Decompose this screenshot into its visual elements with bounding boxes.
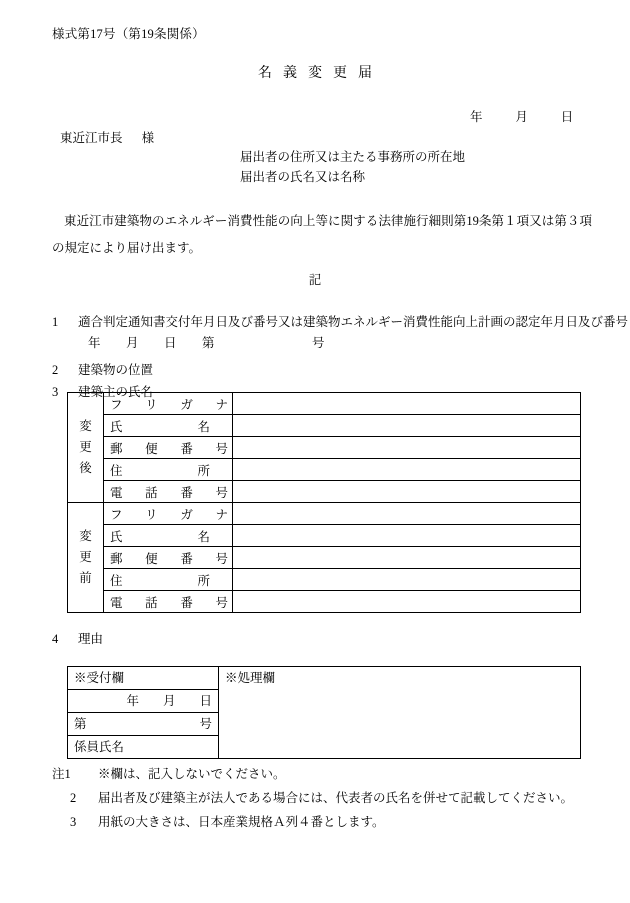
item-1-month-label: 月: [126, 336, 139, 350]
label-char: 話: [145, 485, 158, 500]
row-label-furigana-before: [104, 503, 233, 525]
input-postal-after[interactable]: [233, 437, 581, 459]
row-label-postal-before: [104, 547, 233, 569]
input-name-before[interactable]: [233, 525, 581, 547]
date-day-label: 日: [560, 110, 574, 124]
label-char: フ: [110, 397, 123, 412]
row-label-name-after: [104, 415, 233, 437]
processing-field[interactable]: [219, 667, 581, 759]
receipt-day-label: 日: [199, 694, 212, 708]
date-year-label: 年: [470, 110, 483, 124]
table-row: [68, 547, 581, 569]
label-char: 号: [215, 551, 228, 566]
label-char: リ: [145, 507, 158, 522]
label-char: 電: [110, 485, 123, 500]
section-label-after-char-2: 後: [79, 461, 92, 475]
label-char: 番: [180, 441, 193, 456]
row-label-name-before: [104, 525, 233, 547]
receipt-month-label: 月: [162, 694, 176, 708]
receipt-number-field[interactable]: [68, 713, 219, 736]
addressee-office: 東近江市長: [60, 131, 123, 145]
receipt-header: ※受付欄: [68, 667, 219, 690]
input-furigana-after[interactable]: [233, 393, 581, 415]
label-char: 所: [197, 463, 210, 478]
label-char: 氏: [110, 419, 123, 434]
label-char: ガ: [180, 397, 193, 412]
label-char: 号: [215, 485, 228, 500]
date-month-label: 月: [515, 110, 529, 124]
label-char: 便: [145, 551, 158, 566]
note-text: 用紙の大きさは、日本産業規格Ａ列４番とします。: [98, 815, 385, 829]
note-marker: 3: [70, 815, 77, 829]
row-label-phone-after: [104, 481, 233, 503]
item-2-number: 2: [52, 363, 59, 377]
item-1-label: 適合判定通知書交付年月日及び番号又は建築物エネルギー消費性能向上計画の認定年月日及び番号: [78, 315, 629, 329]
label-char: 名: [197, 529, 210, 544]
item-2-label: 建築物の位置: [78, 363, 154, 377]
item-1-year-label: 年: [88, 336, 101, 350]
item-1-gou-label: 号: [312, 336, 325, 350]
label-char: ナ: [215, 397, 228, 412]
label-char: 電: [110, 595, 123, 610]
item-4-number: 4: [52, 632, 59, 646]
table-row: [68, 569, 581, 591]
row-label-address-before: [104, 569, 233, 591]
label-char: 便: [145, 441, 158, 456]
row-label-address-after: [104, 459, 233, 481]
item-3-number: 3: [52, 385, 59, 399]
list-item: [52, 810, 597, 834]
footnotes: [52, 762, 597, 834]
list-item: [52, 786, 597, 810]
reception-processing-table: [67, 666, 581, 759]
table-row: [68, 591, 581, 613]
table-row: [68, 437, 581, 459]
owner-change-table: [67, 392, 581, 613]
label-char: 番: [180, 595, 193, 610]
note-marker: 注1: [52, 767, 71, 781]
item-1-subline: [52, 333, 325, 351]
receipt-date-field[interactable]: [68, 690, 219, 713]
section-label-before-char-1: 更: [79, 550, 92, 564]
label-char: 氏: [110, 529, 123, 544]
section-label-after-char-0: 変: [79, 419, 92, 433]
item-3-label: 建築主の氏名: [78, 385, 154, 399]
item-1-day-label: 日: [164, 336, 177, 350]
section-label-before: [68, 503, 104, 613]
table-row: [68, 415, 581, 437]
page-title: 名義変更届: [258, 66, 383, 81]
label-char: ガ: [180, 507, 193, 522]
note-text: 届出者及び建築主が法人である場合には、代表者の氏名を併せて記載してください。: [98, 791, 574, 805]
addressee-honorific: 様: [141, 131, 155, 145]
list-item: [52, 762, 597, 786]
item-4-label: 理由: [78, 632, 104, 646]
label-char: フ: [110, 507, 123, 522]
section-label-before-char-0: 変: [79, 529, 92, 543]
addressee: [60, 128, 154, 146]
submitter-name-label: 届出者の氏名又は名称: [240, 170, 366, 184]
table-row: [68, 459, 581, 481]
date-line: [470, 107, 573, 125]
input-phone-before[interactable]: [233, 591, 581, 613]
label-char: 郵: [110, 551, 123, 566]
label-char: 住: [110, 573, 123, 588]
row-label-furigana-after: [104, 393, 233, 415]
input-address-after[interactable]: [233, 459, 581, 481]
label-char: 号: [215, 441, 228, 456]
label-char: 名: [197, 419, 210, 434]
label-char: 号: [215, 595, 228, 610]
ki-marker: 記: [308, 273, 322, 287]
input-name-after[interactable]: [233, 415, 581, 437]
item-1-number: 1: [52, 315, 59, 329]
input-postal-before[interactable]: [233, 547, 581, 569]
input-phone-after[interactable]: [233, 481, 581, 503]
table-row: [68, 481, 581, 503]
section-label-after: [68, 393, 104, 503]
table-row: [68, 393, 581, 415]
row-label-phone-before: [104, 591, 233, 613]
label-char: 所: [197, 573, 210, 588]
table-row: [68, 503, 581, 525]
item-1-dai-label: 第: [202, 336, 215, 350]
item-4: [52, 629, 103, 647]
label-char: 住: [110, 463, 123, 478]
note-marker: 2: [70, 791, 77, 805]
receipt-staff-field[interactable]: 係員氏名: [68, 736, 219, 759]
label-char: ナ: [215, 507, 228, 522]
input-address-before[interactable]: [233, 569, 581, 591]
body-paragraph: 東近江市建築物のエネルギー消費性能の向上等に関する法律施行細則第19条第１項又は第３項の規定により届け出ます。: [52, 214, 592, 255]
form-number: 様式第17号（第19条関係）: [52, 27, 205, 41]
receipt-dai-label: 第: [74, 717, 87, 731]
submitter-address-label: 届出者の住所又は主たる事務所の所在地: [240, 150, 466, 164]
label-char: 話: [145, 595, 158, 610]
section-label-before-char-2: 前: [79, 571, 92, 585]
label-char: 番: [180, 551, 193, 566]
receipt-year-label: 年: [126, 694, 139, 708]
label-char: リ: [145, 397, 158, 412]
processing-header: ※処理欄: [225, 671, 276, 685]
item-2: [52, 360, 153, 378]
label-char: 郵: [110, 441, 123, 456]
row-label-postal-after: [104, 437, 233, 459]
item-1: [52, 312, 628, 330]
note-text: ※欄は、記入しないでください。: [98, 767, 286, 781]
receipt-gou-label: 号: [199, 717, 212, 731]
label-char: 番: [180, 485, 193, 500]
table-row: [68, 525, 581, 547]
table-row: [68, 667, 581, 690]
input-furigana-before[interactable]: [233, 503, 581, 525]
section-label-after-char-1: 更: [79, 440, 92, 454]
